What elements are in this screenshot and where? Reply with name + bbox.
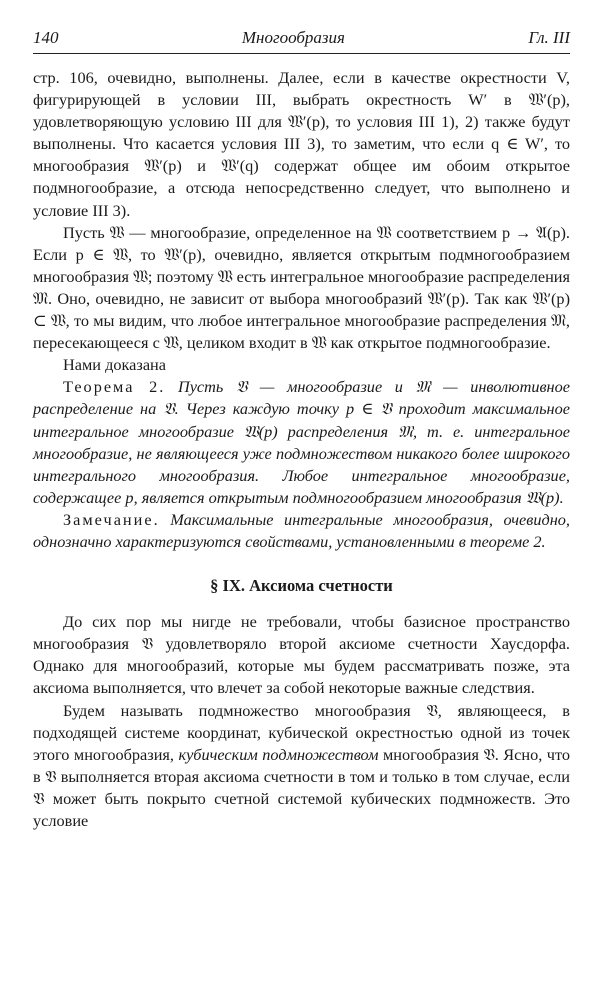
page-number: 140 xyxy=(33,28,59,47)
section-heading: § IX. Аксиома счетности xyxy=(210,576,393,596)
cubic-text-after: многообразия 𝔙. Ясно, что в 𝔙 выполняется вторая аксиома счетности в том и только в том случае, если 𝔙 может быть покрыто счетной системой кубических подмножеств. Это условие xyxy=(33,744,571,830)
remark xyxy=(33,509,570,553)
cubic-text-before: Будем называть подмножество многообразия 𝔙, являющееся, в подходящей системе координат, кубической окрестностью одной из точек этого многообразия, xyxy=(33,700,570,764)
paragraph-cubic-subset xyxy=(33,700,570,833)
paragraph-countability: До сих пор мы нигде не требовали, чтобы базисное пространство многообразия 𝔙 удовлетворяло второй аксиоме счетности Хаусдорфа. Однако для многообразий, которые мы будем рассматривать позже, эта аксиома выполняется, что влечет за собой некоторые важные следствия. xyxy=(33,612,570,698)
paragraph-proved: Нами доказана xyxy=(63,355,166,375)
page-body xyxy=(33,67,570,832)
paragraph-continuation: стр. 106, очевидно, выполнены. Далее, если в качестве окрестности V, фигурирующей в условии III, выбрать окрестность W′ в 𝔚′(p), удовлетворяющую условию III для 𝔚′(p), то условия III 1), 2) также будут выполнены. Что касается условия III 3), то заметим, что если q ∈ W′, то многообразия 𝔚′(p) и 𝔚′(q) содержат общее им обоим открытое подмногообразие, а отсюда непосредственно следует, что выполнено и условие III 3). xyxy=(33,68,570,220)
theorem-label: Теорема 2. xyxy=(63,377,166,397)
remark-label: Замечание. xyxy=(63,509,160,529)
remark-text: Максимальные интегральные многообразия, очевидно, однозначно характеризуются свойствами, установленными в теореме 2. xyxy=(33,509,570,551)
theorem-2 xyxy=(33,376,570,509)
theorem-text: Пусть 𝔙 — многообразие и 𝔐 — инволютивное распределение на 𝔙. Через каждую точку p ∈ 𝔙 проходит максимальное интегральное многообразие 𝔚(p) распределения 𝔐, т. е. интегральное многообразие, не являющееся уже подмножеством никакого более широкого интегрального многообразия. Любое интегральное многообразие, содержащее p, является открытым подмногообразием многообразия 𝔚(p). xyxy=(33,377,571,507)
running-title: Многообразия xyxy=(241,28,345,47)
running-header xyxy=(33,28,570,54)
paragraph-manifold-w: Пусть 𝔚 — многообразие, определенное на 𝔚 соответствием p → 𝔄(p). Если p ∈ 𝔚, то 𝔚′(p), очевидно, является открытым подмногообразием многообразия 𝔚; поэтому 𝔚 есть интегральное многообразие распределения 𝔐. Оно, очевидно, не зависит от выбора многообразий 𝔚′(p). Так как 𝔚′(p) ⊂ 𝔚, то мы видим, что любое интегральное многообразие распределения 𝔐, пересекающееся с 𝔚, целиком входит в 𝔚 как открытое подмногообразие. xyxy=(33,222,571,353)
cubic-term: кубическим подмножеством xyxy=(178,744,379,764)
chapter-label: Гл. III xyxy=(528,28,570,47)
